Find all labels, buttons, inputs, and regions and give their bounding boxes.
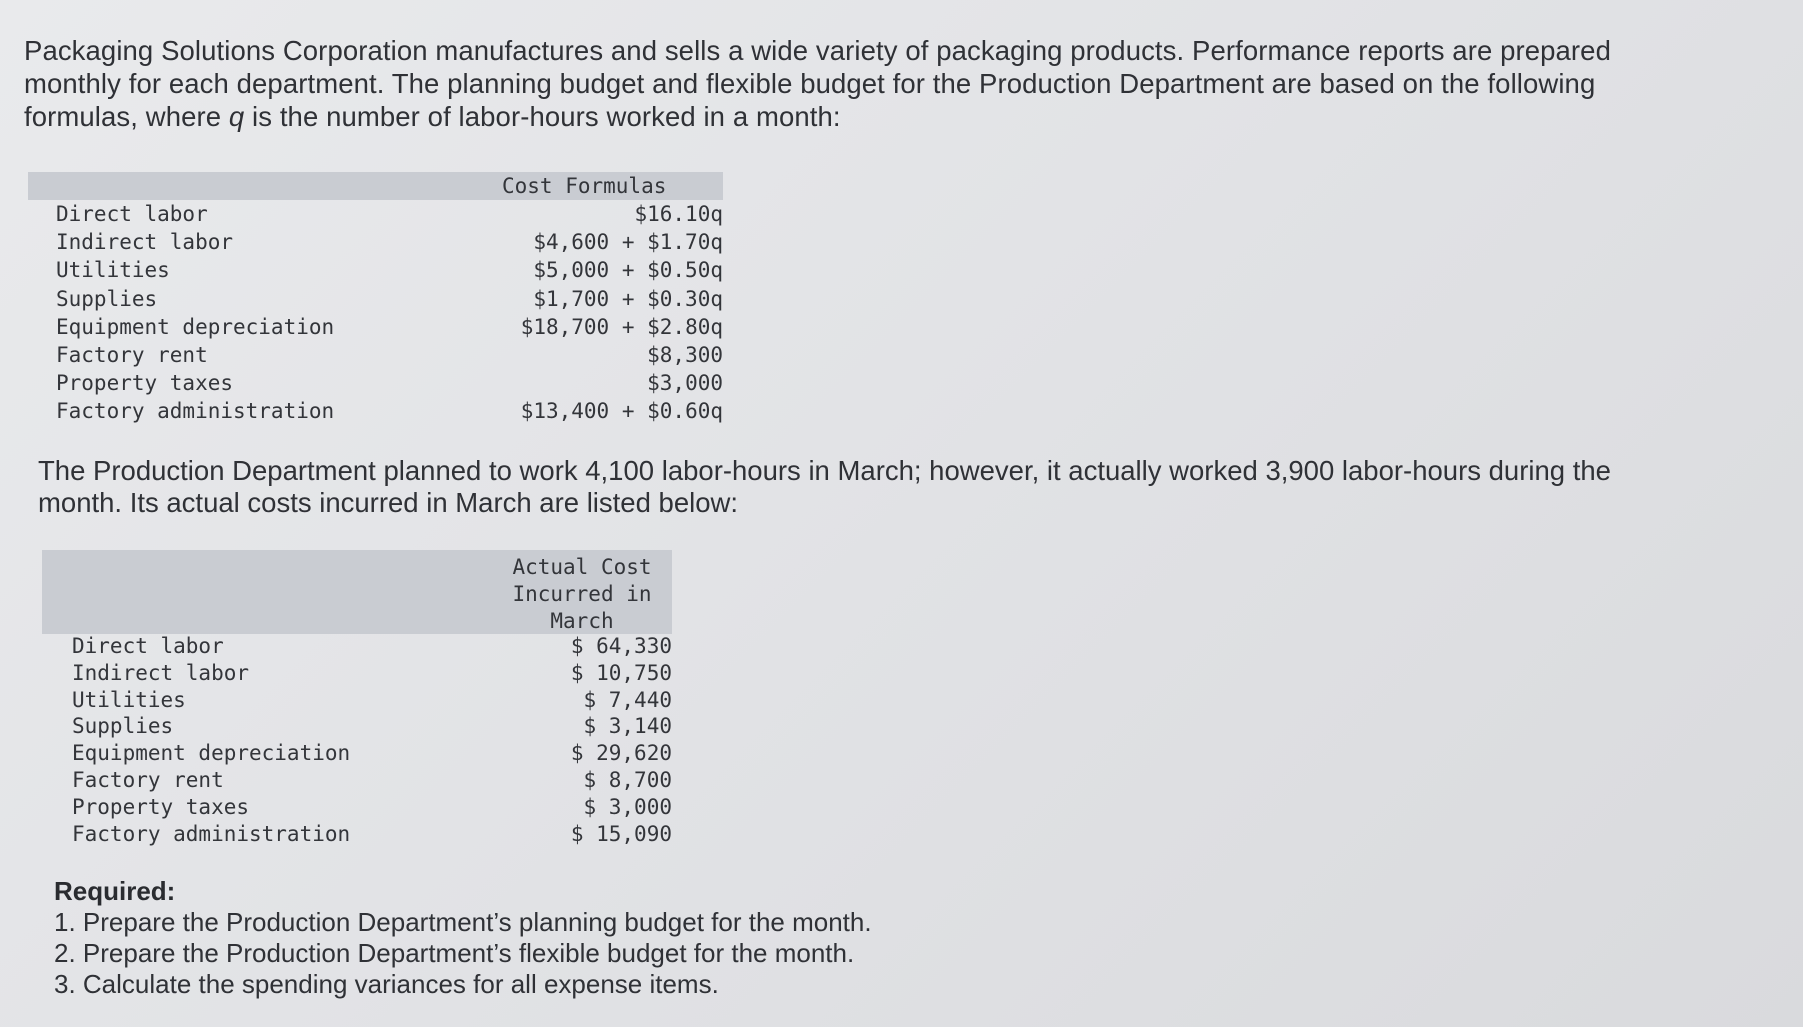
actual-item-label: Factory administration	[72, 821, 351, 846]
cost-formulas-header: Cost Formulas	[502, 174, 667, 198]
actual-item-label: Supplies	[72, 714, 174, 739]
cost-formula-value: $5,000 + $0.50q	[533, 258, 723, 283]
actual-amount: $ 64,330	[570, 634, 672, 658]
cost-formula-value: $18,700 + $2.80q	[520, 314, 723, 339]
list-item: 1. Prepare the Production Department’s planning budget for the month.	[54, 907, 872, 937]
table-row	[28, 313, 723, 341]
actual-costs-header-line: Incurred in	[512, 582, 652, 606]
table-row	[42, 795, 672, 822]
cost-item-label: Property taxes	[56, 371, 234, 396]
actual-amount: $ 7,440	[583, 687, 672, 712]
table-row	[42, 634, 672, 661]
actual-amount: $ 29,620	[570, 741, 672, 766]
cost-item-label: Supplies	[56, 286, 158, 311]
planned-hours-paragraph: The Production Department planned to work 4,100 labor-hours in March; however, it actually worked 3,900 labor-hours during the month. Its actual costs incurred in March are listed below:	[38, 455, 1611, 518]
cost-item-label: Factory administration	[56, 399, 335, 424]
cost-formulas-header-row	[28, 172, 723, 200]
actual-costs-header	[492, 554, 672, 635]
actual-amount: $ 3,000	[583, 794, 672, 819]
actual-item-label: Property taxes	[72, 794, 250, 819]
actual-amount: $ 10,750	[570, 660, 672, 685]
table-row	[28, 397, 723, 425]
cost-formulas-table	[28, 172, 723, 426]
actual-amount: $ 8,700	[583, 767, 672, 792]
actual-item-label: Direct labor	[72, 634, 224, 658]
required-title: Required:	[54, 876, 176, 906]
q-variable: q	[228, 101, 245, 132]
cost-formula-value: $4,600 + $1.70q	[533, 230, 723, 255]
table-row	[28, 285, 723, 313]
list-item: 3. Calculate the spending variances for all expense items.	[54, 969, 719, 999]
actual-amount: $ 15,090	[570, 821, 672, 846]
cost-formula-value: $13,400 + $0.60q	[520, 399, 723, 424]
table-row	[28, 369, 723, 397]
table-row	[28, 341, 723, 369]
cost-formula-value: $16.10q	[634, 202, 723, 226]
table-row	[42, 714, 672, 741]
intro-text-end: is the number of labor-hours worked in a month:	[244, 101, 841, 132]
intro-text-start: Packaging Solutions Corporation manufactures and sells a wide variety of packaging products. Performance reports are prepared monthly for each department. The planning budget and flexible budget for the Production Department are based on the following formulas, where	[24, 35, 1611, 132]
table-row	[42, 688, 672, 715]
cost-item-label: Utilities	[56, 258, 170, 283]
actual-amount: $ 3,140	[583, 714, 672, 739]
cost-formula-value: $1,700 + $0.30q	[533, 286, 723, 311]
cost-formulas-body	[28, 200, 723, 426]
cost-item-label: Equipment depreciation	[56, 314, 335, 339]
actual-costs-table	[42, 550, 672, 848]
cost-item-label: Indirect labor	[56, 230, 234, 255]
cost-item-label: Factory rent	[56, 342, 208, 367]
intro-paragraph	[24, 34, 1684, 133]
cost-item-label: Direct labor	[56, 202, 208, 226]
table-row	[28, 256, 723, 284]
table-row	[42, 661, 672, 688]
required-section	[54, 876, 872, 1000]
actual-item-label: Indirect labor	[72, 660, 250, 685]
cost-formula-value: $3,000	[647, 371, 723, 396]
actual-costs-header-row	[42, 550, 672, 634]
required-list	[54, 907, 872, 1000]
table-row	[42, 822, 672, 849]
actual-item-label: Factory rent	[72, 767, 224, 792]
list-item: 2. Prepare the Production Department’s flexible budget for the month.	[54, 938, 855, 968]
table-row	[28, 200, 723, 228]
actual-item-label: Utilities	[72, 687, 186, 712]
actual-costs-header-line: Actual Cost	[512, 555, 652, 579]
actual-item-label: Equipment depreciation	[72, 741, 351, 766]
table-row	[42, 741, 672, 768]
table-row	[42, 768, 672, 795]
table-row	[28, 228, 723, 256]
cost-formula-value: $8,300	[647, 342, 723, 367]
actual-costs-header-line: March	[550, 609, 614, 633]
